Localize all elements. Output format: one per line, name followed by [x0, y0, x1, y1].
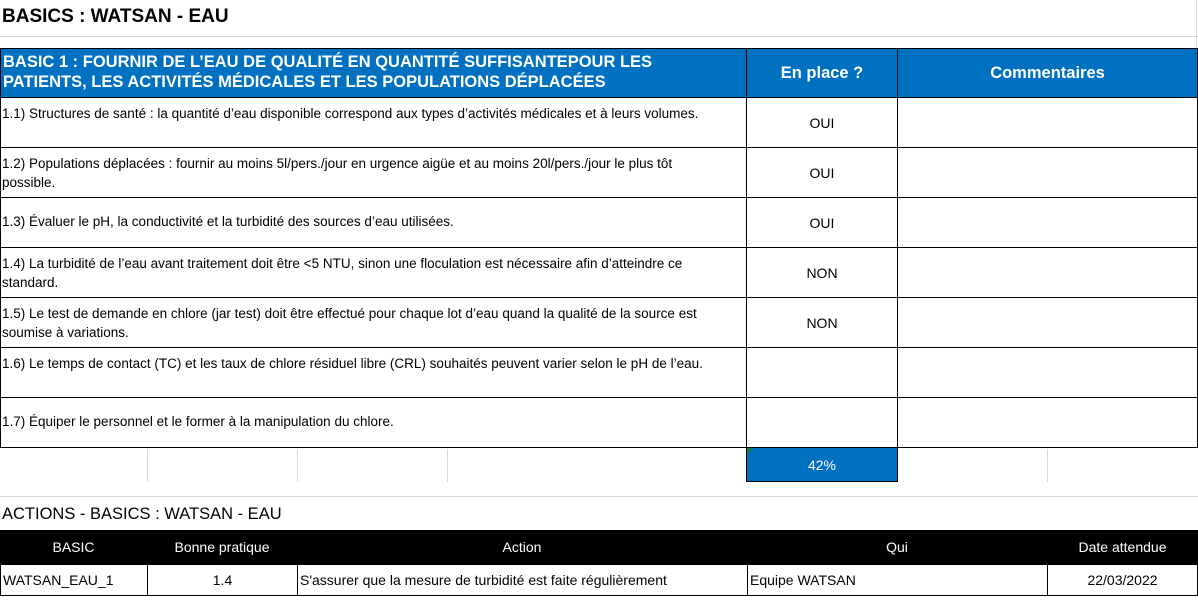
question-cell-1-3[interactable]: 1.3) Évaluer le pH, la conductivité et la turbidité des sources d’eau utilisées.: [0, 197, 747, 248]
action-cell-bonne-pratique[interactable]: 1.4: [147, 564, 298, 596]
comment-cell-1-6[interactable]: [897, 347, 1198, 398]
gridline: [1047, 449, 1048, 482]
action-cell-date-attendue[interactable]: 22/03/2022: [1047, 564, 1198, 596]
score-cell[interactable]: [746, 447, 898, 482]
en-place-cell-1-5[interactable]: NON: [746, 297, 898, 348]
page-title: BASICS : WATSAN - EAU: [2, 6, 229, 27]
comment-cell-1-1[interactable]: [897, 97, 1198, 148]
basic-header-cell[interactable]: [0, 48, 747, 98]
en-place-cell-1-3[interactable]: OUI: [746, 197, 898, 248]
en-place-cell-1-2[interactable]: OUI: [746, 147, 898, 198]
gridline: [0, 36, 1198, 37]
en-place-cell-1-1[interactable]: OUI: [746, 97, 898, 148]
action-cell-action[interactable]: S'assurer que la mesure de turbidité est faite régulièrement: [297, 564, 748, 596]
question-cell-1-5[interactable]: 1.5) Le test de demande en chlore (jar test) doit être effectué pour chaque lot d’eau quand la qualité de la source est soumise à variations.: [0, 297, 747, 348]
actions-header-qui[interactable]: Qui: [747, 530, 1047, 564]
actions-header-date-attendue[interactable]: Date attendue: [1047, 530, 1198, 564]
en-place-cell-1-6[interactable]: [746, 347, 898, 398]
basic-header-line1: BASIC 1 : FOURNIR DE L’EAU DE QUALITÉ EN QUANTITÉ SUFFISANTEPOUR LES: [3, 53, 653, 71]
formula-indicator-icon: [747, 448, 753, 454]
question-cell-1-2[interactable]: 1.2) Populations déplacées : fournir au moins 5l/pers./jour en urgence aigüe et au moins 20l/pers./jour le plus tôt possible.: [0, 147, 747, 198]
question-cell-1-4[interactable]: 1.4) La turbidité de l’eau avant traitement doit être <5 NTU, sinon une floculation est nécessaire afin d’atteindre ce standard.: [0, 247, 747, 298]
question-cell-1-6[interactable]: 1.6) Le temps de contact (TC) et les taux de chlore résiduel libre (CRL) souhaités peuvent varier selon le pH de l’eau.: [0, 347, 747, 398]
en-place-cell-1-7[interactable]: [746, 397, 898, 448]
basic-header-line2: PATIENTS, LES ACTIVITÉS MÉDICALES ET LES POPULATIONS DÉPLACÉES: [3, 73, 606, 91]
comment-cell-1-3[interactable]: [897, 197, 1198, 248]
comment-cell-1-7[interactable]: [897, 397, 1198, 448]
question-cell-1-7[interactable]: 1.7) Équiper le personnel et le former à la manipulation du chlore.: [0, 397, 747, 448]
actions-header-bonne-pratique[interactable]: Bonne pratique: [147, 530, 297, 564]
gridline: [147, 449, 148, 482]
actions-header-action[interactable]: Action: [297, 530, 747, 564]
action-cell-qui[interactable]: Equipe WATSAN: [747, 564, 1048, 596]
gridline: [0, 496, 1198, 497]
gridline: [297, 449, 298, 482]
en-place-header[interactable]: En place ?: [746, 48, 898, 98]
en-place-cell-1-4[interactable]: NON: [746, 247, 898, 298]
gridline: [1196, 0, 1197, 48]
comment-cell-1-2[interactable]: [897, 147, 1198, 198]
question-cell-1-1[interactable]: 1.1) Structures de santé : la quantité d’eau disponible correspond aux types d’activités médicales et à leurs volumes.: [0, 97, 747, 148]
comment-cell-1-5[interactable]: [897, 297, 1198, 348]
actions-header-basic[interactable]: BASIC: [0, 530, 147, 564]
score-value: 42%: [807, 456, 837, 473]
commentaires-header[interactable]: Commentaires: [897, 48, 1198, 98]
gridline: [447, 449, 448, 482]
actions-title: ACTIONS - BASICS : WATSAN - EAU: [2, 505, 282, 523]
action-cell-basic[interactable]: WATSAN_EAU_1: [0, 564, 148, 596]
comment-cell-1-4[interactable]: [897, 247, 1198, 298]
